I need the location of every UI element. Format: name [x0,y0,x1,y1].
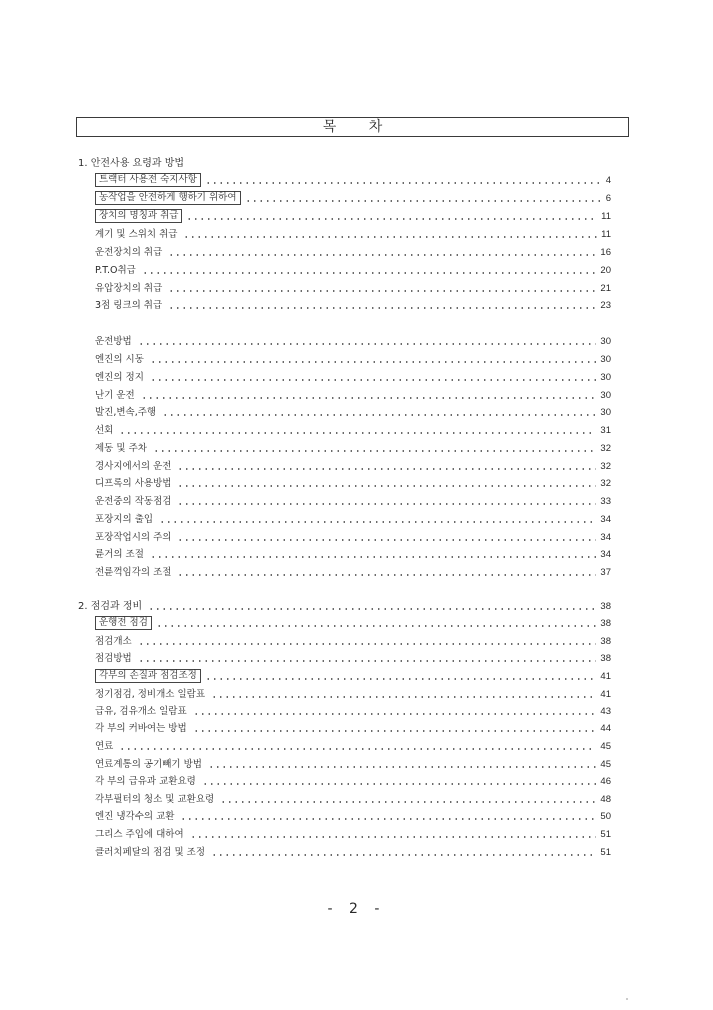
toc-entry-label: 엔진의 정지 [95,372,144,383]
leader-dots [153,450,596,452]
leader-dots [150,361,597,363]
toc-entry-label: 정기점검, 정비개소 일람표 [95,689,206,700]
leader-dots [159,521,596,523]
toc-entry-label: 유압장치의 취급 [95,283,163,294]
toc-entry-page: 50 [600,811,611,822]
toc-entry-page: 11 [601,229,611,240]
leader-dots [177,574,596,576]
leader-dots [162,414,596,416]
toc-entry-page: 30 [600,336,611,347]
toc-entry[interactable] [95,264,611,278]
toc-entry[interactable] [95,617,611,631]
toc-entry[interactable] [95,299,611,313]
toc-entry[interactable] [95,566,611,580]
page-number: - 2 - [327,901,386,917]
toc-entry[interactable] [95,758,611,772]
toc-entry-label: 발진,변속,주행 [95,407,157,418]
leader-dots [186,218,597,220]
toc-entry-page: 41 [600,689,611,700]
toc-entry-label: 전륜꺽임각의 조절 [95,567,172,578]
toc-entry[interactable] [95,406,611,420]
leader-dots [142,272,597,274]
toc-entry-page: 38 [600,636,611,647]
toc-entry[interactable] [95,688,611,702]
toc-entry-label: 엔진 냉각수의 교환 [95,811,175,822]
leader-dots [180,818,596,820]
toc-entry-label: 제동 및 주차 [95,443,147,454]
toc-entry-page: 11 [601,211,611,222]
toc-entry-label: 각 부의 커바여는 방법 [95,723,187,734]
toc-entry-page: 37 [600,567,611,578]
toc-entry-page: 32 [600,478,611,489]
toc-entry-page: 16 [600,247,611,258]
leader-dots [138,643,597,645]
leader-dots [177,468,596,470]
leader-dots [177,485,596,487]
toc-entry[interactable] [95,793,611,807]
toc-entry-page: 6 [605,193,611,204]
toc-entry-label: 트랙터 사용전 숙지사항 [95,173,201,187]
leader-dots [245,200,602,202]
leader-dots [138,343,597,345]
toc-entry[interactable] [95,282,611,296]
toc-entry[interactable] [95,371,611,385]
toc-entry-page: 30 [600,390,611,401]
leader-dots [190,836,597,838]
toc-entry-label: 각부필터의 청소 및 교환요령 [95,794,215,805]
toc-entry-page: 51 [600,847,611,858]
toc-entry-page: 34 [600,532,611,543]
leader-dots [211,696,596,698]
section-2-heading: 2. 점검과 정비 [78,601,143,612]
toc-entry[interactable] [95,775,611,789]
toc-entry-page: 38 [600,618,611,629]
toc-entry[interactable] [95,548,611,562]
toc-entry-label: 선회 [95,425,114,436]
toc-entry[interactable] [95,210,611,224]
toc-entry-label: 농작업을 안전하게 행하기 위하여 [95,191,241,205]
leader-dots [168,290,596,292]
toc-entry-page: 23 [600,300,611,311]
toc-entry[interactable] [95,652,611,666]
toc-entry[interactable] [95,335,611,349]
leader-dots [150,379,597,381]
toc-entry-label: P.T.O취급 [95,265,136,276]
toc-entry[interactable] [95,846,611,860]
leader-dots [205,182,602,184]
toc-entry[interactable] [95,670,611,684]
toc-entry[interactable] [95,424,611,438]
section-1-heading: 1. 안전사용 요령과 방법 [78,158,185,169]
toc-entry-label: 연료 [95,741,114,752]
toc-entry-page: 48 [600,794,611,805]
toc-entry[interactable] [95,477,611,491]
toc-entry-page: 30 [600,372,611,383]
leader-dots [138,660,597,662]
leader-dots [148,608,596,610]
toc-entry-label: 3점 링크의 취급 [95,300,163,311]
toc-entry-page: 30 [600,354,611,365]
toc-entry[interactable] [95,513,611,527]
toc-entry[interactable] [95,705,611,719]
toc-entry[interactable] [95,353,611,367]
leader-dots [193,730,597,732]
toc-entry-page: 21 [600,283,611,294]
toc-entry-label: 운전중의 작동점검 [95,496,172,507]
leader-dots [205,678,597,680]
toc-title: 목 차 [76,117,629,137]
toc-entry-page: 33 [600,496,611,507]
toc-entry-label: 디프록의 사용방법 [95,478,172,489]
toc-entry-page: 41 [600,671,611,682]
toc-entry-page: 51 [600,829,611,840]
toc-entry[interactable] [95,531,611,545]
toc-entry-label: 엔진의 시동 [95,354,144,365]
toc-entry-label: 점검방법 [95,653,132,664]
toc-entry-page: 43 [600,706,611,717]
toc-entry[interactable] [95,828,611,842]
leader-dots [193,713,597,715]
toc-entry-label: 각부의 손질과 점검조정 [95,669,201,683]
toc-entry-page: 20 [600,265,611,276]
scan-speck [626,998,628,1000]
toc-entry-label: 운행전 점검 [95,616,152,630]
toc-entry[interactable] [95,389,611,403]
toc-entry[interactable] [95,635,611,649]
toc-entry-page: 44 [600,723,611,734]
toc-entry-label: 클러치페달의 점검 및 조정 [95,847,206,858]
toc-entry-page: 46 [600,776,611,787]
toc-entry-label: 운전방법 [95,336,132,347]
leader-dots [202,783,597,785]
toc-entry-page: 32 [600,461,611,472]
leader-dots [177,539,596,541]
toc-entry[interactable] [95,722,611,736]
toc-entry-label: 경사지에서의 운전 [95,461,172,472]
toc-entry-label: 운전장치의 취급 [95,247,163,258]
toc-entry[interactable] [95,228,611,242]
toc-entry[interactable] [95,442,611,456]
leader-dots [211,854,596,856]
leader-dots [183,236,597,238]
toc-entry[interactable] [95,460,611,474]
toc-entry[interactable] [95,495,611,509]
toc-entry-label: 난기 운전 [95,390,135,401]
leader-dots [220,801,596,803]
leader-dots [208,766,596,768]
leader-dots [156,625,597,627]
toc-entry-label: 포장작업시의 주의 [95,532,172,543]
toc-entry-label: 포장지의 출입 [95,514,154,525]
toc-entry-label: 륜거의 조절 [95,549,144,560]
toc-entry-page: 31 [600,425,611,436]
toc-entry-page: 45 [600,741,611,752]
section-2-heading-row[interactable] [78,600,611,614]
toc-entry-page: 45 [600,759,611,770]
toc-entry-page: 34 [600,514,611,525]
leader-dots [150,556,597,558]
toc-entry-page: 38 [600,653,611,664]
toc-entry-page: 34 [600,549,611,560]
leader-dots [141,397,597,399]
toc-entry-page: 38 [600,601,611,612]
toc-entry[interactable] [95,810,611,824]
toc-entry-label: 각 부의 급유과 교환요령 [95,776,196,787]
toc-entry-label: 계기 및 스위치 취급 [95,229,178,240]
toc-entry-label: 급유, 검유개소 일람표 [95,706,187,717]
toc-entry[interactable] [95,174,611,188]
leader-dots [168,307,596,309]
leader-dots [168,254,596,256]
toc-entry-label: 그리스 주입에 대하여 [95,829,184,840]
toc-entry[interactable] [95,246,611,260]
toc-entry-label: 장치의 명칭과 취급 [95,209,182,223]
toc-entry-label: 연료계통의 공기빼기 방법 [95,759,202,770]
toc-entry-label: 점검개소 [95,636,132,647]
leader-dots [119,432,596,434]
toc-entry-page: 32 [600,443,611,454]
toc-entry-page: 30 [600,407,611,418]
leader-dots [119,748,596,750]
toc-entry-page: 4 [605,175,611,186]
toc-entry[interactable] [95,192,611,206]
toc-entry[interactable] [95,740,611,754]
leader-dots [177,503,596,505]
